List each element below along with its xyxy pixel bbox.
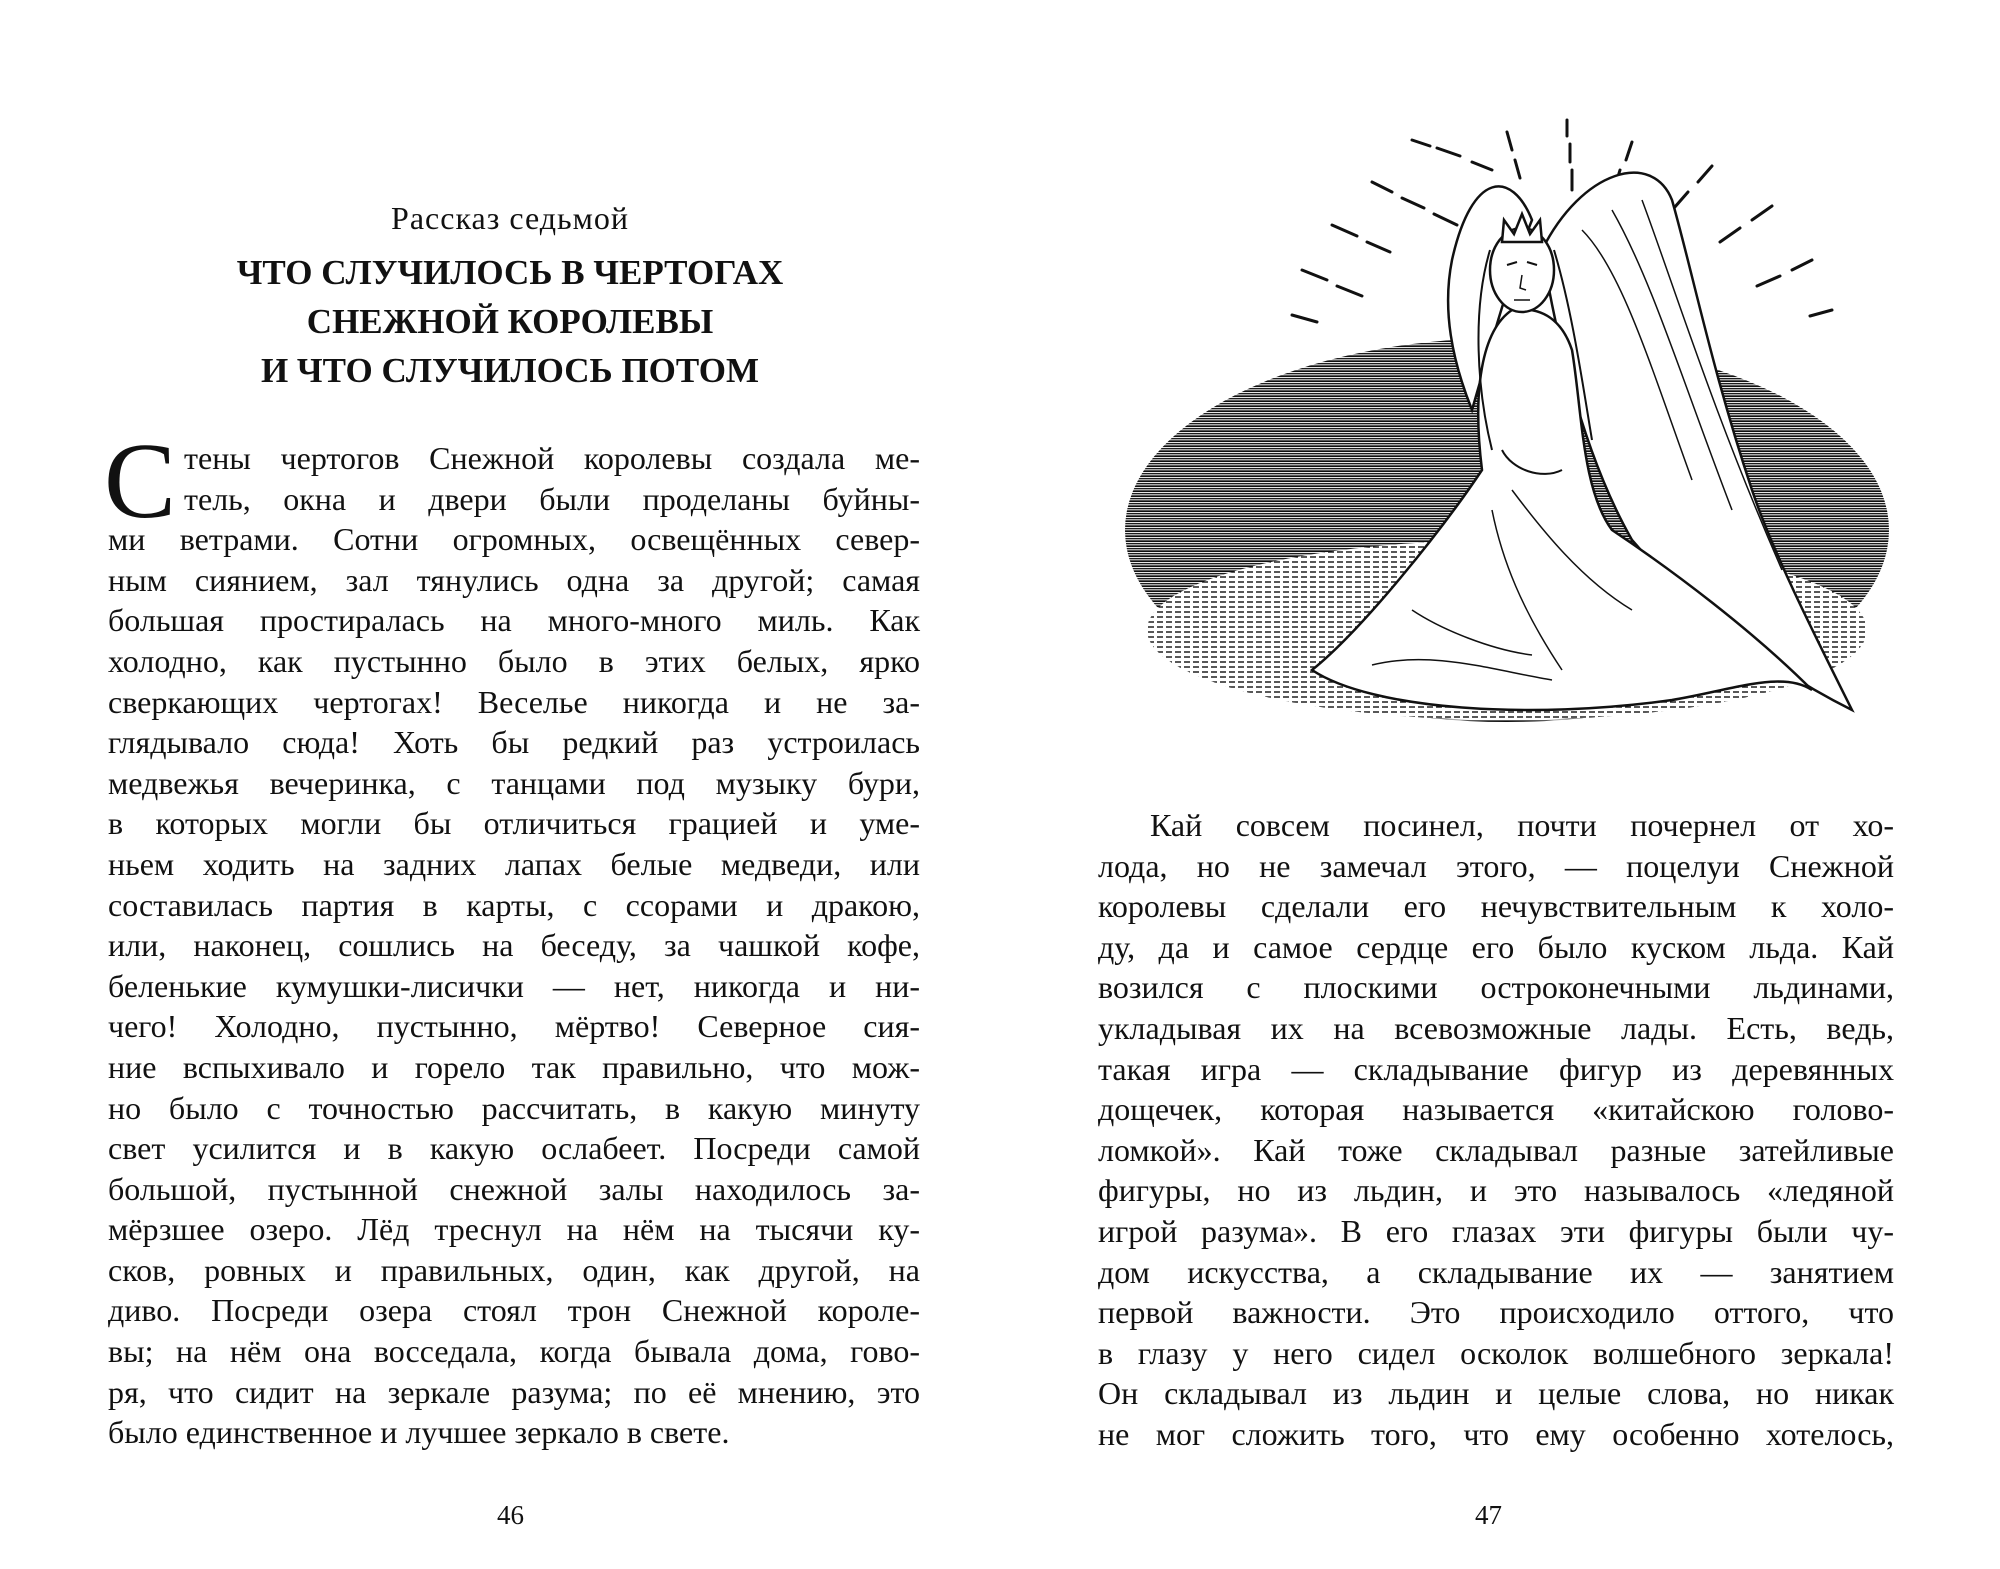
drop-cap: С	[104, 422, 177, 541]
chapter-title-line: СНЕЖНОЙ КОРОЛЕВЫ	[306, 302, 714, 341]
text-line: тель, окна и двери были проделаны буйны-	[184, 480, 920, 517]
text-line: ря, что сидит на зеркале разума; по её мнению, это	[108, 1373, 920, 1410]
text-line: в глазу у него сидел осколок волшебного зеркала!	[1098, 1334, 1894, 1371]
text-line: медвежья вечеринка, с танцами под музыку бури,	[108, 764, 920, 801]
text-line: составилась партия в карты, с ссорами и дракою,	[108, 886, 920, 923]
text-line: сверкающих чертогах! Веселье никогда и не за-	[108, 683, 920, 720]
text-line: диво. Посреди озера стоял трон Снежной короле-	[108, 1292, 920, 1329]
page-number-left: 46	[497, 1500, 524, 1530]
text-line: чего! Холодно, пустынно, мёртво! Северное сия-	[108, 1008, 920, 1045]
text-line: ду, да и самое сердце его было куском льда. Кай	[1098, 928, 1894, 965]
text-line: ми ветрами. Сотни огромных, освещённых север-	[108, 521, 920, 558]
text-line: сков, ровных и правильных, один, как другой, на	[108, 1251, 920, 1288]
chapter-subtitle: Рассказ седьмой	[391, 200, 629, 236]
text-line: свет усилится и в какую ослабеет. Посреди самой	[108, 1130, 920, 1167]
text-line: но было с точностью рассчитать, в какую минуту	[108, 1089, 920, 1126]
text-line: или, наконец, сошлись на беседу, за чашкой кофе,	[108, 927, 920, 964]
left-body-text	[108, 438, 920, 1453]
right-body-text	[1098, 805, 1894, 1455]
text-line: глядывало сюда! Хоть бы редкий раз устроилась	[108, 724, 920, 761]
text-line: лода, но не замечал этого, — поцелуи Снежной	[1098, 847, 1894, 884]
text-line: такая игра — складывание фигур из деревянных	[1098, 1050, 1894, 1087]
text-line: не мог сложить того, что ему особенно хотелось,	[1098, 1415, 1894, 1452]
text-line: беленькие кумушки-лисички — нет, никогда и ни-	[108, 967, 920, 1004]
text-line: в которых могли бы отличиться грацией и уме-	[108, 805, 920, 842]
text-line: первой важности. Это происходило оттого, что	[1098, 1294, 1894, 1331]
chapter-title-line: И ЧТО СЛУЧИЛОСЬ ПОТОМ	[260, 351, 760, 390]
text-line: фигуры, но из льдин, и это называлось «ледяной	[1098, 1172, 1894, 1209]
text-line: холодно, как пустынно было в этих белых, ярко	[108, 642, 920, 679]
angel-illustration	[1112, 110, 1902, 770]
text-line: большая простиралась на много-много миль. Как	[108, 602, 920, 639]
text-line: тены чертогов Снежной королевы создала ме-	[184, 440, 920, 476]
text-line: ным сиянием, зал тянулись одна за другой; самая	[108, 561, 920, 598]
text-line: Он складывал из льдин и целые слова, но никак	[1098, 1375, 1894, 1412]
text-line: большой, пустынной снежной залы находилось за-	[108, 1170, 920, 1207]
text-line: Кай совсем посинел, почти почернел от хо-	[1150, 807, 1894, 843]
text-line: мёрзшее озеро. Лёд треснул на нём на тысячи ку-	[108, 1211, 920, 1248]
text-line: игрой разума». В его глазах эти фигуры были чу-	[1098, 1212, 1894, 1249]
page-number-right: 47	[1475, 1500, 1502, 1530]
text-line: ломкой». Кай тоже складывал разные затейливые	[1098, 1131, 1894, 1168]
text-line: ньем ходить на задних лапах белые медведи, или	[108, 845, 920, 882]
text-line: было единственное и лучшее зеркало в свете.	[108, 1414, 730, 1451]
text-line: королевы сделали его нечувствительным к холо-	[1098, 888, 1894, 925]
text-line: дом искусства, а складывание их — занятием	[1098, 1253, 1894, 1290]
text-line: укладывая их на всевозможные лады. Есть, ведь,	[1098, 1009, 1894, 1046]
right-page	[1000, 0, 2000, 1569]
text-line: вы; на нём она восседала, когда бывала дома, гово-	[108, 1333, 920, 1370]
text-line: ние вспыхивало и горело так правильно, что мож-	[108, 1048, 920, 1085]
chapter-title-line: ЧТО СЛУЧИЛОСЬ В ЧЕРТОГАХ	[236, 253, 784, 292]
chapter-title	[110, 248, 910, 395]
text-line: возился с плоскими остроконечными льдинами,	[1098, 969, 1894, 1006]
text-line: дощечек, которая называется «китайскою голово-	[1098, 1091, 1894, 1128]
